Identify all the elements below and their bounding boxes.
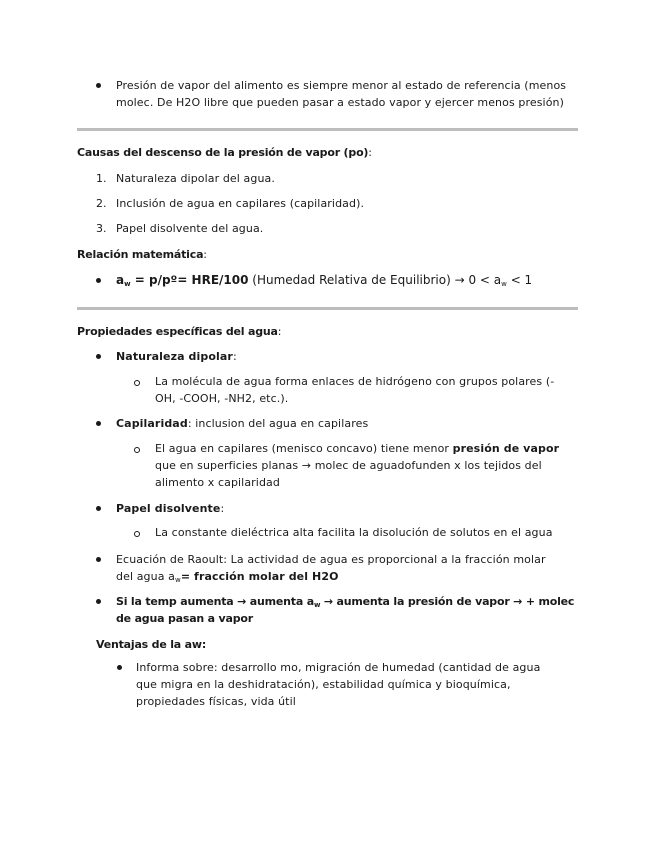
causas-item: Papel disolvente del agua.	[116, 222, 264, 235]
capilaridad-item: Capilaridad: inclusion del agua en capilares	[116, 417, 369, 430]
sub-bullet-icon	[134, 531, 140, 537]
section-divider	[77, 128, 578, 131]
capilaridad-sub-line-1: El agua en capilares (menisco concavo) tiene menor presión de vapor	[155, 442, 560, 455]
raoult-line-2: del agua $a_w=$ fracción molar del H2O	[116, 570, 339, 584]
section-divider	[77, 307, 578, 310]
bullet-icon	[96, 599, 101, 604]
intro-line-1: Presión de vapor del alimento es siempre menor al estado de referencia (menos	[116, 79, 567, 92]
intro-line-2: molec. De H2O libre que pueden pasar a estado vapor y ejercer menos presión)	[116, 96, 564, 109]
bullet-icon	[96, 354, 101, 359]
bullet-icon	[96, 557, 101, 562]
sub-bullet-icon	[134, 447, 140, 453]
dipolar-sub-line-2: OH, -COOH, -NH2, etc.).	[155, 392, 289, 405]
ventajas-line-1: Informa sobre: desarrollo mo, migración de humedad (cantidad de agua	[136, 661, 541, 674]
capilaridad-sub-line-3: alimento x capilaridad	[155, 476, 280, 489]
causas-item: Naturaleza dipolar del agua.	[116, 172, 275, 185]
temp-line-1: Si la temp aumenta → aumenta $a_w$ → aumenta la presión de vapor → + molec	[116, 595, 575, 609]
dipolar-sub-line-1: La molécula de agua forma enlaces de hidrógeno con grupos polares (-	[155, 375, 555, 388]
ventajas-heading: Ventajas de la aw:	[96, 638, 207, 651]
causas-heading: Causas del descenso de la presión de vapor (po):	[77, 146, 372, 159]
bullet-icon	[96, 278, 101, 283]
temp-line-2: de agua pasan a vapor	[116, 612, 253, 625]
bullet-icon	[96, 83, 101, 88]
bullet-icon	[96, 506, 101, 511]
relacion-formula: $a_w$ = p/pº= HRE/100 (Humedad Relativa de Equilibrio) → $0 < a_w < 1$	[116, 273, 533, 288]
bullet-icon	[96, 421, 101, 426]
causas-item: Inclusión de agua en capilares (capilaridad).	[116, 197, 365, 210]
sub-bullet-icon	[134, 380, 140, 386]
propiedades-heading: Propiedades específicas del agua:	[77, 325, 282, 338]
causas-item-number: 2.	[96, 197, 107, 210]
raoult-line-1: Ecuación de Raoult: La actividad de agua es proporcional a la fracción molar	[116, 553, 546, 566]
causas-item-number: 1.	[96, 172, 107, 185]
causas-item-number: 3.	[96, 222, 107, 235]
ventajas-line-3: propiedades físicas, vida útil	[136, 695, 296, 708]
bullet-icon	[117, 665, 122, 670]
ventajas-line-2: que migra en la deshidratación), estabilidad química y bioquímica,	[136, 678, 511, 691]
dipolar-item: Naturaleza dipolar:	[116, 350, 237, 363]
disolvente-sub-line-1: La constante dieléctrica alta facilita la disolución de solutos en el agua	[155, 526, 553, 539]
relacion-heading: Relación matemática:	[77, 248, 207, 261]
capilaridad-sub-line-2: que en superficies planas → molec de aguadofunden x los tejidos del	[155, 459, 542, 472]
disolvente-item: Papel disolvente:	[116, 502, 225, 515]
